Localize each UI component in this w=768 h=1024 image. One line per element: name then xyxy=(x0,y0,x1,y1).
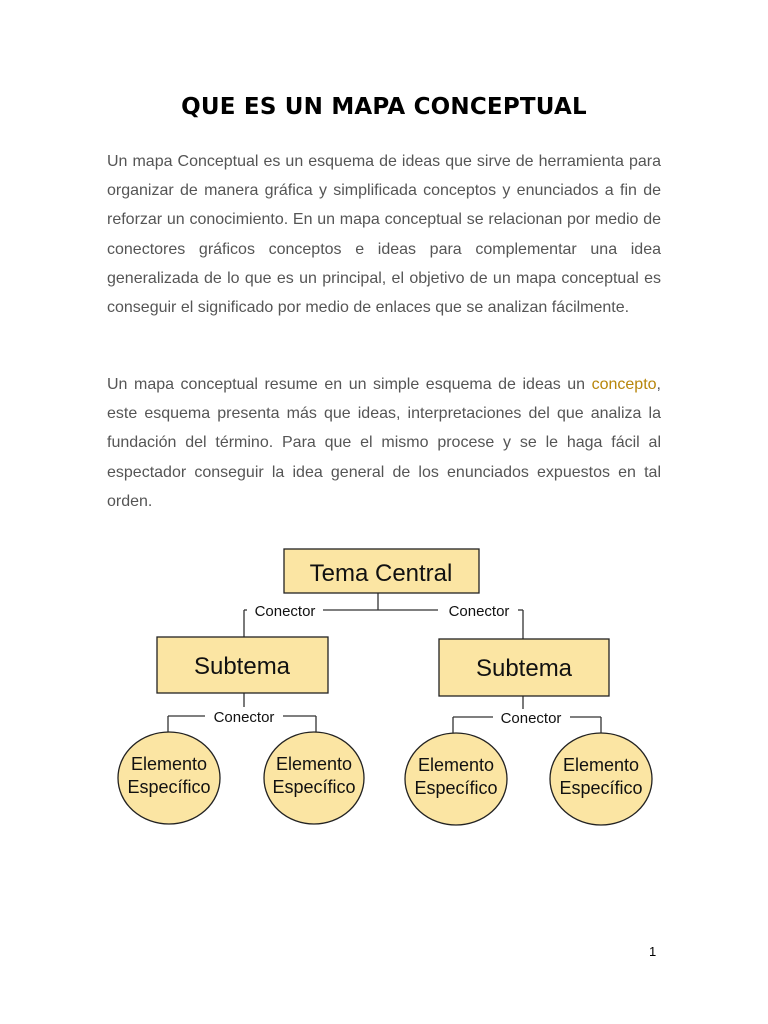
element-node-1 xyxy=(118,732,220,824)
subtopic-node-left xyxy=(157,637,328,693)
central-topic-node xyxy=(284,549,479,593)
connector-label-top-left: Conector xyxy=(254,603,316,620)
element-label-1-line-1: Elemento xyxy=(130,754,208,774)
element-label-3-line-2: Específico xyxy=(414,778,498,798)
page-title: QUE ES UN MAPA CONCEPTUAL xyxy=(181,94,587,120)
connector-label-top-right: Conector xyxy=(448,603,510,620)
element-label-2-line-2: Específico xyxy=(272,777,356,797)
element-label-2-line-1: Elemento xyxy=(275,754,353,774)
element-node-3 xyxy=(405,733,507,825)
concepto-link[interactable]: concepto xyxy=(591,376,657,393)
central-topic-label: Tema Central xyxy=(309,560,453,587)
connector-label-right: Conector xyxy=(500,710,562,727)
subtopic-label-left: Subtema xyxy=(193,653,291,680)
element-label-3-line-1: Elemento xyxy=(417,755,495,775)
subtopic-label-right: Subtema xyxy=(475,655,573,682)
subtopic-node-right xyxy=(439,639,609,696)
element-label-1-line-2: Específico xyxy=(127,777,211,797)
element-node-4 xyxy=(550,733,652,825)
paragraph-summary-end: , este esquema presenta más que ideas, interpretaciones del que analiza la fundación del término. Para que el mismo procese y se le haga fácil al espectador conseguir la idea general de los enunciados expuestos en tal orden. xyxy=(107,376,661,510)
element-label-4-line-2: Específico xyxy=(559,778,643,798)
paragraph-definition: Un mapa Conceptual es un esquema de ideas que sirve de herramienta para organizar de manera gráfica y simplificada conceptos y enunciados a fin de reforzar un conocimiento. En un mapa conceptual se relacionan por medio de conectores gráficos conceptos e ideas para complementar una idea generalizada de lo que es un principal, el objetivo de un mapa conceptual es conseguir el significado por medio de enlaces que se analizan fácilmente. xyxy=(107,153,661,317)
page-number: 1 xyxy=(649,944,657,959)
paragraph-summary-start: Un mapa conceptual resume en un simple esquema de ideas un xyxy=(107,376,592,393)
element-node-2 xyxy=(264,732,364,824)
connector-label-left: Conector xyxy=(213,709,275,726)
element-label-4-line-1: Elemento xyxy=(562,755,640,775)
